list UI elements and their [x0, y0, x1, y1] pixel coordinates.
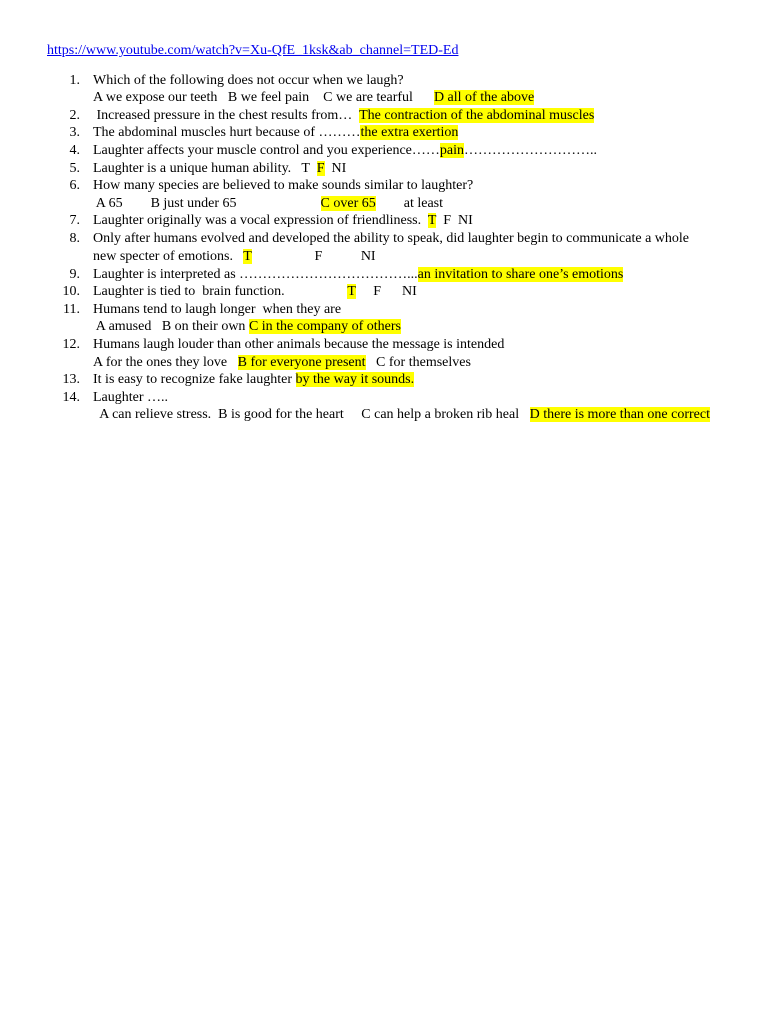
question-line: [93, 161, 346, 177]
question-line: [93, 196, 443, 212]
question-line: [93, 302, 341, 318]
question-line: [93, 73, 404, 89]
question-text: Laughter is interpreted as ………………………………...: [93, 267, 418, 282]
question-text: A can relieve stress. B is good for the heart C can help a broken rib heal: [93, 407, 530, 422]
question-line: [93, 407, 710, 423]
question-text: F NI: [251, 249, 376, 264]
question-text: NI: [324, 161, 347, 176]
question-text: F NI: [355, 284, 417, 299]
question-number: 13.: [62, 372, 80, 387]
highlighted-answer: the extra exertion: [360, 125, 459, 140]
question-number: 14.: [62, 390, 80, 405]
question-number: 11.: [63, 302, 80, 317]
question-number: 2.: [69, 108, 80, 123]
question-line: [93, 284, 417, 300]
highlighted-answer: T: [427, 213, 437, 228]
question-line: [93, 90, 534, 106]
question-number: 7.: [69, 213, 80, 228]
question-number: 5.: [69, 161, 80, 176]
question-text: Which of the following does not occur when we laugh?: [93, 73, 404, 88]
highlighted-answer: by the way it sounds.: [295, 372, 415, 387]
question-text: A we expose our teeth B we feel pain C we are tearful: [93, 90, 434, 105]
question-number: 1.: [69, 73, 80, 88]
highlighted-answer: D all of the above: [433, 90, 535, 105]
question-text: Increased pressure in the chest results from…: [93, 108, 360, 123]
question-line: [93, 213, 473, 229]
question-line: [93, 390, 168, 406]
highlighted-answer: T: [243, 249, 252, 264]
question-line: [93, 249, 376, 265]
question-number: 9.: [69, 267, 80, 282]
question-line: [93, 267, 623, 283]
question-text: new specter of emotions.: [93, 249, 244, 264]
highlighted-answer: C over 65: [320, 196, 376, 211]
question-text: A amused B on their own: [93, 319, 249, 334]
question-line: [93, 125, 458, 141]
question-text: F NI: [436, 213, 473, 228]
question-line: [93, 319, 401, 335]
question-line: [93, 355, 471, 371]
question-line: [93, 108, 594, 124]
question-text: A for the ones they love: [93, 355, 238, 370]
question-text: at least: [375, 196, 443, 211]
question-text: It is easy to recognize fake laughter: [93, 372, 296, 387]
highlighted-answer: The contraction of the abdominal muscles: [359, 108, 595, 123]
question-text: Laughter affects your muscle control and you experience……: [93, 143, 440, 158]
question-line: [93, 337, 504, 353]
question-number: 4.: [69, 143, 80, 158]
highlighted-answer: T: [347, 284, 356, 299]
question-text: The abdominal muscles hurt because of ………: [93, 125, 361, 140]
highlighted-answer: C in the company of others: [248, 319, 401, 334]
question-line: [93, 143, 597, 159]
question-text: Laughter is a unique human ability. T: [93, 161, 317, 176]
question-number: 10.: [62, 284, 80, 299]
question-text: ………………………..: [464, 143, 597, 158]
highlighted-answer: D there is more than one correct: [529, 407, 710, 422]
question-line: [93, 372, 414, 388]
highlighted-answer: pain: [439, 143, 464, 158]
question-text: C for themselves: [365, 355, 471, 370]
highlighted-answer: F: [316, 161, 325, 176]
question-number: 12.: [62, 337, 80, 352]
question-line: [93, 231, 689, 247]
question-text: Laughter …..: [93, 390, 169, 405]
question-text: Laughter originally was a vocal expression of friendliness.: [93, 213, 428, 228]
question-text: How many species are believed to make sounds similar to laughter?: [93, 178, 474, 193]
highlighted-answer: B for everyone present: [237, 355, 366, 370]
highlighted-answer: an invitation to share one’s emotions: [417, 267, 624, 282]
youtube-link[interactable]: https://www.youtube.com/watch?v=Xu-QfE_1ksk&ab_channel=TED-Ed: [47, 43, 459, 58]
question-text: Humans laugh louder than other animals because the message is intended: [93, 337, 505, 352]
question-text: Laughter is tied to brain function.: [93, 284, 348, 299]
question-number: 3.: [69, 125, 80, 140]
question-number: 8.: [69, 231, 80, 246]
question-text: Only after humans evolved and developed the ability to speak, did laughter begin to communicate a whole: [93, 231, 689, 246]
question-line: [93, 178, 473, 194]
question-text: Humans tend to laugh longer when they are: [93, 302, 342, 317]
question-text: A 65 B just under 65: [93, 196, 321, 211]
question-number: 6.: [69, 178, 80, 193]
